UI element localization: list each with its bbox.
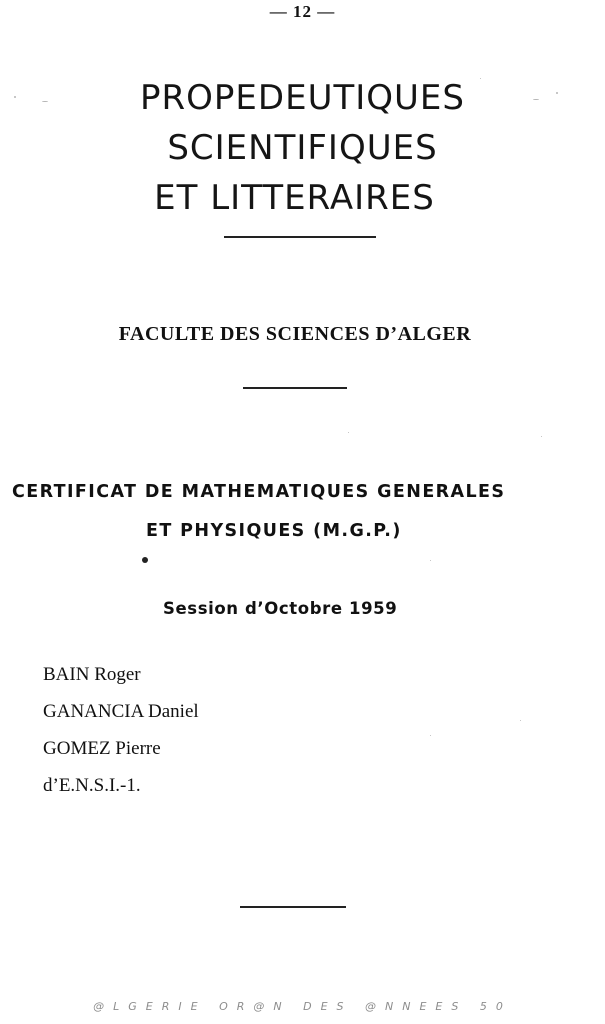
divider-rule: [243, 387, 347, 389]
scan-speck: [520, 720, 521, 721]
candidate-name: BAIN Roger: [43, 664, 141, 685]
scan-speck: [348, 432, 349, 433]
footer-watermark: @LGERIE OR@N DES @NNEES 50: [93, 1000, 512, 1013]
certificate-title-line-1: CERTIFICAT DE MATHEMATIQUES GENERALES: [12, 482, 506, 502]
divider-rule: [240, 906, 346, 908]
faculty-heading: FACULTE DES SCIENCES D’ALGER: [118, 323, 472, 345]
certificate-title-line-2: ET PHYSIQUES (M.G.P.): [146, 521, 402, 541]
candidate-name: d’E.N.S.I.-1.: [43, 775, 141, 796]
divider-rule: [224, 236, 376, 238]
scan-speck: [42, 101, 48, 102]
heading-line-3: ET LITTERAIRES: [154, 178, 435, 218]
scan-speck: [556, 92, 558, 94]
scan-speck: [541, 436, 542, 437]
page-number: — 12 —: [269, 2, 336, 21]
candidate-name: GOMEZ Pierre: [43, 738, 161, 759]
scan-speck: [14, 96, 16, 98]
session-label: Session d’Octobre 1959: [163, 599, 398, 618]
bullet-dot: [142, 557, 148, 563]
scan-speck: [480, 78, 481, 79]
scan-speck: [430, 735, 431, 736]
heading-line-2: SCIENTIFIQUES: [167, 128, 438, 168]
scan-speck: [533, 99, 539, 100]
candidate-name: GANANCIA Daniel: [43, 701, 199, 722]
scan-speck: [430, 560, 431, 561]
candidate-list: [43, 662, 199, 810]
heading-line-1: PROPEDEUTIQUES: [140, 78, 465, 118]
